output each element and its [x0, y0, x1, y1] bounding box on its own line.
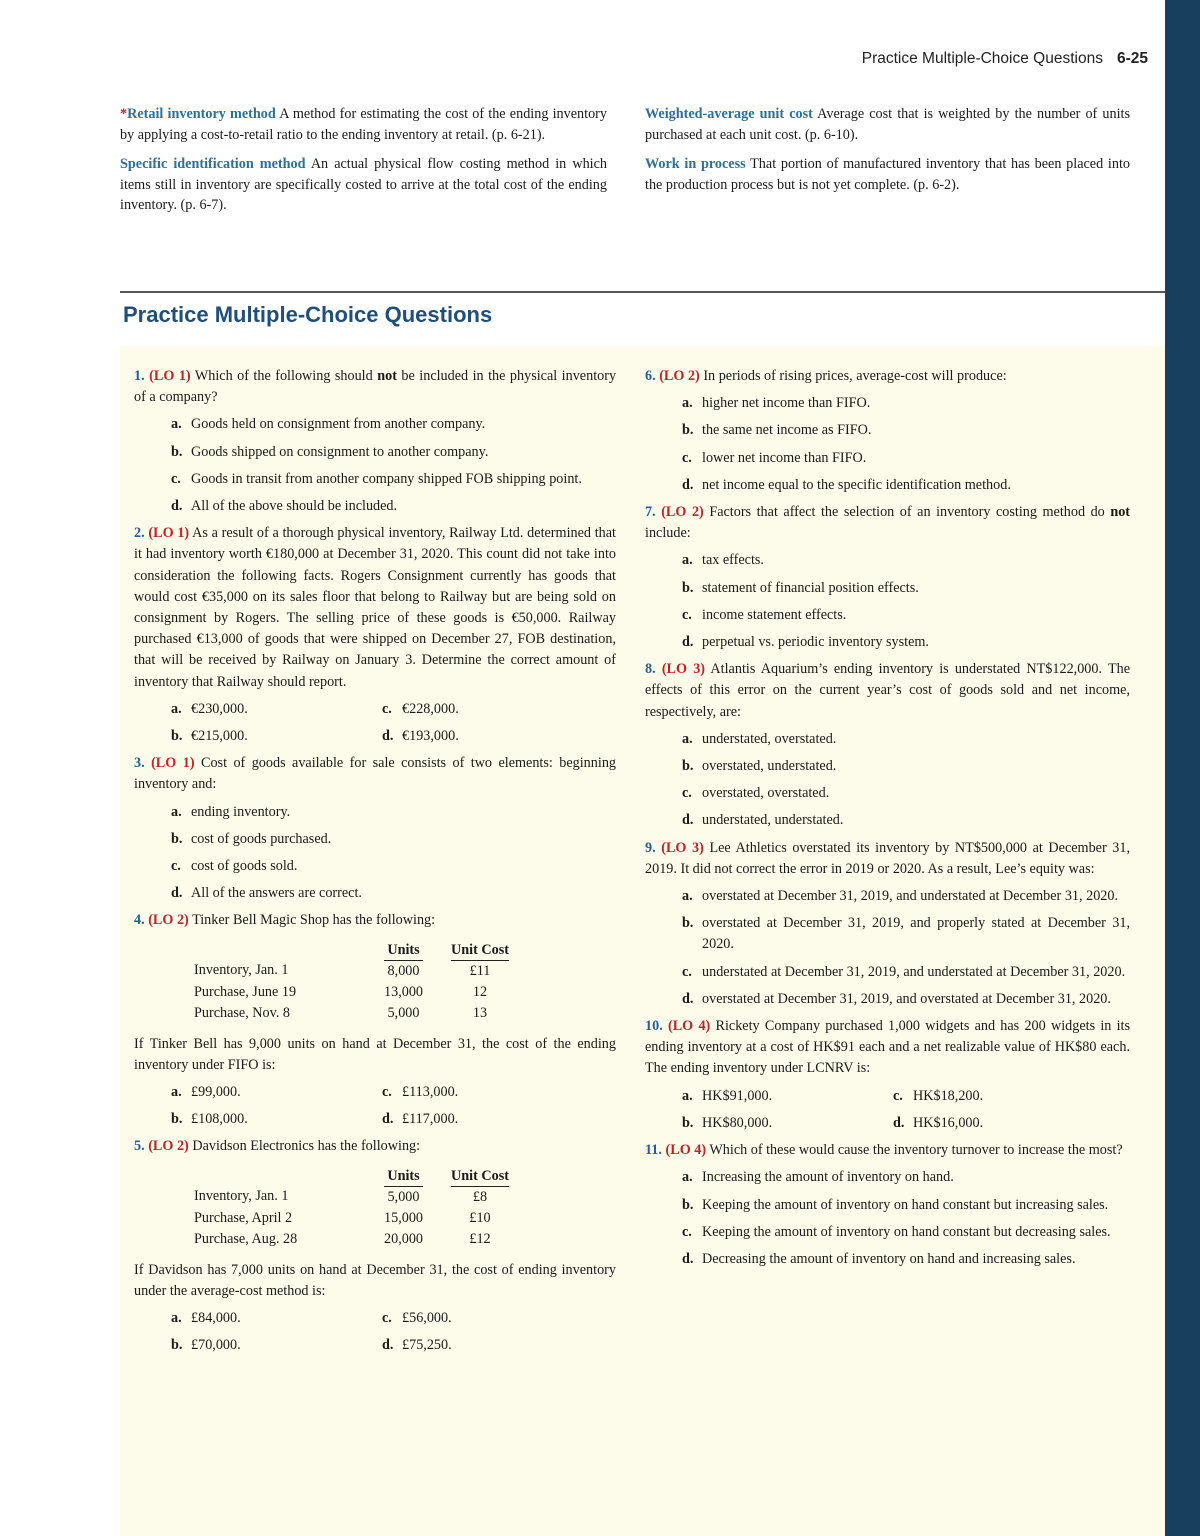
option-text: Goods shipped on consignment to another company. [191, 443, 489, 460]
option-text: overstated at December 31, 2019, and properly stated at December 31, 2020. [702, 915, 1130, 953]
question-text-continued: If Tinker Bell has 9,000 units on hand at December 31, the cost of the ending inventory under FIFO is: [134, 1035, 616, 1073]
question-11 [645, 1140, 1130, 1161]
option-letter: b. [171, 1337, 183, 1354]
question-number: 4. [134, 912, 145, 929]
option[interactable] [171, 496, 616, 517]
option[interactable] [682, 1195, 1130, 1216]
option-letter: d. [382, 1337, 394, 1354]
option[interactable] [682, 475, 1130, 496]
section-divider [120, 291, 1165, 293]
option[interactable] [171, 414, 616, 435]
option[interactable] [682, 1249, 1130, 1270]
option[interactable] [171, 1109, 382, 1130]
option[interactable] [682, 420, 1130, 441]
question-text: In periods of rising prices, average-cost will produce: [703, 368, 1007, 384]
option-letter: b. [682, 1114, 694, 1131]
learning-objective: (LO 3) [661, 839, 704, 856]
row-label: Purchase, Aug. 28 [194, 1230, 298, 1247]
glossary-entry [120, 104, 607, 145]
option[interactable] [682, 913, 1130, 955]
option-text: £117,000. [402, 1111, 459, 1128]
star-marker: * [120, 106, 128, 122]
option-letter: c. [893, 1087, 903, 1104]
units-header: Units [384, 1166, 423, 1187]
row-units: 5,000 [387, 1004, 420, 1021]
option-text: €230,000. [191, 700, 248, 717]
option-letter: d. [682, 990, 694, 1007]
option-text: ending inventory. [191, 803, 291, 820]
option-letter: c. [682, 785, 692, 802]
option-letter: a. [682, 552, 693, 569]
question-number: 11. [645, 1142, 662, 1159]
learning-objective: (LO 2) [148, 912, 189, 929]
row-cost: 12 [472, 983, 488, 1000]
option-letter: c. [682, 963, 692, 980]
option-text: Decreasing the amount of inventory on hand and increasing sales. [702, 1250, 1076, 1267]
table-row [194, 960, 509, 982]
question-8 [645, 659, 1130, 723]
option-text: statement of financial position effects. [702, 579, 919, 596]
option[interactable] [171, 856, 616, 877]
question-7 [645, 502, 1130, 544]
option-text: understated, overstated. [702, 730, 837, 747]
option[interactable] [682, 783, 1130, 804]
question-text: include: [645, 525, 691, 542]
option-row [171, 1109, 616, 1130]
question-text: Factors that affect the selection of an inventory costing method do [709, 504, 1105, 521]
option-letter: b. [171, 443, 183, 460]
option-text: higher net income than FIFO. [702, 395, 871, 412]
question-text: Lee Athletics overstated its inventory by NT$500,000 at December 31, 2019. It did not correct the error in 2019 or 2020. As a result, Lee’s equity was: [645, 839, 1131, 877]
option-text: overstated, understated. [702, 758, 837, 775]
option[interactable] [682, 632, 1130, 653]
option-letter: a. [682, 888, 693, 905]
option[interactable] [682, 605, 1130, 626]
option-row [171, 726, 616, 747]
glossary-definition: That portion of manufactured inventory that has been placed into the production process but is not yet complete. (p. 6-2). [645, 156, 1130, 193]
option-letter: a. [682, 1169, 693, 1186]
row-units: 15,000 [384, 1209, 424, 1226]
glossary-term: Weighted-average unit cost [645, 106, 813, 122]
learning-objective: (LO 3) [661, 661, 706, 678]
row-cost: £12 [469, 1230, 491, 1247]
question-number: 7. [645, 504, 656, 521]
table-row [194, 1186, 509, 1208]
option[interactable] [171, 1308, 382, 1329]
row-units: 13,000 [384, 983, 424, 1000]
option-text: cost of goods purchased. [191, 830, 332, 847]
option-letter: b. [682, 758, 694, 775]
option-row [171, 699, 616, 720]
option-text: understated at December 31, 2019, and understated at December 31, 2020. [702, 963, 1126, 980]
table-row [194, 1003, 509, 1024]
question-text: Cost of goods available for sale consists of two elements: beginning inventory and: [134, 755, 617, 793]
running-head [862, 50, 1148, 68]
learning-objective: (LO 1) [149, 368, 191, 384]
question-6 [645, 366, 1130, 387]
question-number: 2. [134, 525, 145, 542]
question-10 [645, 1016, 1130, 1080]
option[interactable] [682, 393, 1130, 414]
questions-right-column [645, 366, 1130, 1276]
row-label: Inventory, Jan. 1 [194, 962, 289, 979]
option-text: HK$16,000. [913, 1114, 984, 1131]
option[interactable] [382, 1335, 593, 1356]
option-text: overstated at December 31, 2019, and overstated at December 31, 2020. [702, 990, 1111, 1007]
row-label: Purchase, Nov. 8 [194, 1004, 291, 1021]
glossary-right [645, 104, 1130, 204]
option-letter: c. [682, 1223, 692, 1240]
option-row [682, 1113, 1130, 1134]
learning-objective: (LO 1) [151, 755, 195, 772]
question-text: Which of the following should [194, 368, 373, 384]
table-row [194, 1208, 509, 1229]
question-emphasis: not [1110, 504, 1131, 521]
learning-objective: (LO 1) [148, 525, 190, 542]
question-2 [134, 523, 616, 693]
option[interactable] [682, 1113, 893, 1134]
option-text: income statement effects. [702, 606, 847, 623]
option-text: understated, understated. [702, 812, 844, 829]
option[interactable] [171, 469, 616, 490]
glossary-term: Retail inventory method [127, 106, 276, 122]
question-3 [134, 753, 616, 795]
option-letter: b. [682, 579, 694, 596]
option-text: overstated, overstated. [702, 785, 830, 802]
option-letter: b. [682, 422, 694, 439]
questions-left-column [134, 366, 616, 1363]
learning-objective: (LO 4) [665, 1142, 707, 1159]
option[interactable] [682, 989, 1130, 1010]
question-number: 3. [134, 755, 145, 772]
question-5 [134, 1136, 616, 1157]
question-1 [134, 366, 616, 408]
option-letter: d. [682, 634, 694, 651]
section-title: Practice Multiple-Choice Questions [123, 302, 493, 327]
option-text: £75,250. [402, 1337, 452, 1354]
glossary-term: Specific identification method [120, 156, 306, 172]
option[interactable] [171, 829, 616, 850]
glossary-entry [645, 154, 1130, 195]
option-text: £108,000. [191, 1111, 248, 1128]
option[interactable] [682, 550, 1130, 571]
question-4 [134, 910, 616, 931]
question-emphasis: not [377, 368, 397, 384]
inventory-table [194, 1166, 509, 1250]
option-letter: d. [682, 476, 694, 493]
option-text: €228,000. [402, 700, 459, 717]
option-letter: a. [171, 803, 182, 820]
option-letter: c. [682, 449, 692, 466]
question-number: 1. [134, 368, 145, 384]
option[interactable] [682, 1222, 1130, 1243]
option-text: HK$91,000. [702, 1087, 773, 1104]
question-number: 6. [645, 368, 656, 384]
option-letter: c. [382, 1310, 392, 1327]
option[interactable] [682, 448, 1130, 469]
question-text: Tinker Bell Magic Shop has the following: [192, 912, 436, 929]
option-text: Increasing the amount of inventory on hand. [702, 1169, 954, 1186]
option[interactable] [171, 1335, 382, 1356]
glossary-entry [120, 154, 607, 216]
option-letter: d. [171, 885, 183, 902]
glossary-entry [645, 104, 1130, 145]
option-row [171, 1335, 616, 1356]
option-letter: b. [171, 728, 183, 745]
option-letter: a. [682, 730, 693, 747]
glossary-definition: A method for estimating the cost of the ending inventory by applying a cost-to-retail ratio to the ending inventory at retail. (p. 6-21). [120, 106, 607, 143]
table-row [194, 982, 509, 1003]
option[interactable] [893, 1113, 1104, 1134]
option-letter: a. [171, 1084, 182, 1101]
glossary-definition: Average cost that is weighted by the number of units purchased at each unit cost. (p. 6-10). [645, 106, 1130, 143]
learning-objective: (LO 2) [148, 1138, 189, 1155]
learning-objective: (LO 2) [661, 504, 704, 521]
option-letter: c. [682, 606, 692, 623]
question-9 [645, 838, 1130, 880]
option-text: £99,000. [191, 1084, 241, 1101]
glossary-definition: An actual physical flow costing method in which items still in inventory are specifically costed to arrive at the total cost of the ending inventory. (p. 6-7). [120, 156, 608, 213]
unit-cost-header: Unit Cost [451, 1166, 509, 1187]
question-text: Which of these would cause the inventory turnover to increase the most? [709, 1142, 1123, 1159]
option-letter: d. [682, 812, 694, 829]
question-text: Rickety Company purchased 1,000 widgets and has 200 widgets in its ending inventory at a cost of HK$91 each and a net realizable value of HK$80 each. The ending inventory under LCNRV is: [645, 1018, 1131, 1077]
learning-objective: (LO 2) [659, 368, 700, 384]
option[interactable] [682, 1167, 1130, 1188]
option-letter: a. [682, 1087, 693, 1104]
option-text: £56,000. [402, 1310, 452, 1327]
learning-objective: (LO 4) [667, 1018, 711, 1035]
option-text: cost of goods sold. [191, 858, 298, 875]
option[interactable] [382, 1082, 593, 1103]
running-head-title: Practice Multiple-Choice Questions [861, 50, 1103, 67]
option[interactable] [682, 729, 1130, 750]
glossary-term: Work in process [645, 156, 746, 172]
row-label: Inventory, Jan. 1 [194, 1188, 289, 1205]
question-number: 10. [645, 1018, 663, 1035]
option-letter: d. [893, 1114, 905, 1131]
option-text: perpetual vs. periodic inventory system. [702, 634, 929, 651]
option-letter: b. [171, 830, 183, 847]
option-text: tax effects. [702, 552, 764, 569]
option-text: the same net income as FIFO. [702, 422, 872, 439]
option-text: lower net income than FIFO. [702, 449, 867, 466]
option-text: All of the answers are correct. [191, 885, 362, 902]
option[interactable] [171, 883, 616, 904]
option-text: HK$80,000. [702, 1114, 773, 1131]
row-label: Purchase, April 2 [194, 1209, 293, 1226]
option[interactable] [682, 810, 1130, 831]
option-text: Goods in transit from another company shipped FOB shipping point. [191, 470, 582, 487]
option-text: €215,000. [191, 728, 248, 745]
option[interactable] [382, 726, 593, 747]
table-row [194, 1229, 509, 1250]
option-letter: d. [382, 1111, 394, 1128]
option-text: £70,000. [191, 1337, 241, 1354]
option-letter: a. [171, 416, 182, 433]
row-cost: 13 [472, 1004, 488, 1021]
option[interactable] [171, 442, 616, 463]
row-units: 20,000 [384, 1230, 424, 1247]
option-letter: b. [682, 1196, 694, 1213]
option[interactable] [171, 726, 382, 747]
option-text: Keeping the amount of inventory on hand constant but decreasing sales. [702, 1223, 1111, 1240]
question-text-continued: If Davidson has 7,000 units on hand at December 31, the cost of ending inventory under the average-cost method is: [134, 1261, 616, 1299]
row-cost: £8 [472, 1188, 488, 1205]
option-text: HK$18,200. [913, 1087, 984, 1104]
option-letter: a. [171, 700, 182, 717]
option-row [682, 1086, 1130, 1107]
inventory-table [194, 940, 509, 1024]
option-text: Goods held on consignment from another company. [191, 416, 486, 433]
option-text: All of the above should be included. [191, 498, 398, 515]
page-edge-tab [1165, 0, 1200, 1536]
row-units: 5,000 [387, 1188, 420, 1205]
option-text: net income equal to the specific identification method. [702, 476, 1011, 493]
row-cost: £11 [469, 962, 491, 979]
question-text: As a result of a thorough physical inventory, Railway Ltd. determined that it had inventory worth €180,000 at December 31, 2020. This count did not take into consideration the following facts. Rogers Consignment currently has goods that would cost €35,000 on its sales floor that belong to Railway but are being sold on consignment by Rogers. The selling price of these goods is €50,000. Railway purchased €13,000 of goods that were shipped on December 27, FOB destination, that will be received by Railway on January 3. Determine the correct amount of inventory that Railway should report. [134, 525, 617, 690]
option-letter: c. [382, 1084, 392, 1101]
option[interactable] [171, 802, 616, 823]
page-number: 6-25 [1116, 50, 1148, 67]
option[interactable] [382, 1308, 593, 1329]
option-text: £113,000. [402, 1084, 459, 1101]
option[interactable] [382, 1109, 593, 1130]
option-text: Keeping the amount of inventory on hand constant but increasing sales. [702, 1196, 1109, 1213]
option-letter: b. [171, 1111, 183, 1128]
option[interactable] [171, 1082, 382, 1103]
question-number: 9. [645, 839, 656, 856]
option[interactable] [682, 886, 1130, 907]
option-letter: d. [171, 498, 183, 515]
option[interactable] [682, 1086, 893, 1107]
question-text: be included in the physical inventory of a company? [134, 368, 617, 406]
option-letter: c. [382, 700, 392, 717]
option[interactable] [171, 699, 382, 720]
option[interactable] [682, 962, 1130, 983]
option-text: overstated at December 31, 2019, and understated at December 31, 2020. [702, 888, 1119, 905]
question-number: 8. [645, 661, 656, 678]
option-letter: b. [682, 915, 694, 932]
option-row [171, 1308, 616, 1329]
option[interactable] [382, 699, 593, 720]
option[interactable] [682, 756, 1130, 777]
glossary-left [120, 104, 607, 225]
row-units: 8,000 [387, 962, 420, 979]
units-header: Units [384, 940, 423, 961]
row-cost: £10 [469, 1209, 491, 1226]
option-row [171, 1082, 616, 1103]
question-number: 5. [134, 1138, 145, 1155]
unit-cost-header: Unit Cost [451, 940, 509, 961]
option[interactable] [893, 1086, 1104, 1107]
option-letter: c. [171, 470, 181, 487]
option-letter: d. [682, 1250, 694, 1267]
option-letter: d. [382, 728, 394, 745]
option-letter: a. [171, 1310, 182, 1327]
option[interactable] [682, 578, 1130, 599]
option-letter: c. [171, 858, 181, 875]
question-text: Atlantis Aquarium’s ending inventory is understated NT$122,000. The effects of this error on the current year’s cost of goods sold and net income, respectively, are: [645, 661, 1131, 720]
option-text: €193,000. [402, 728, 459, 745]
option-letter: a. [682, 395, 693, 412]
question-text: Davidson Electronics has the following: [192, 1138, 421, 1155]
row-label: Purchase, June 19 [194, 983, 297, 1000]
option-text: £84,000. [191, 1310, 241, 1327]
